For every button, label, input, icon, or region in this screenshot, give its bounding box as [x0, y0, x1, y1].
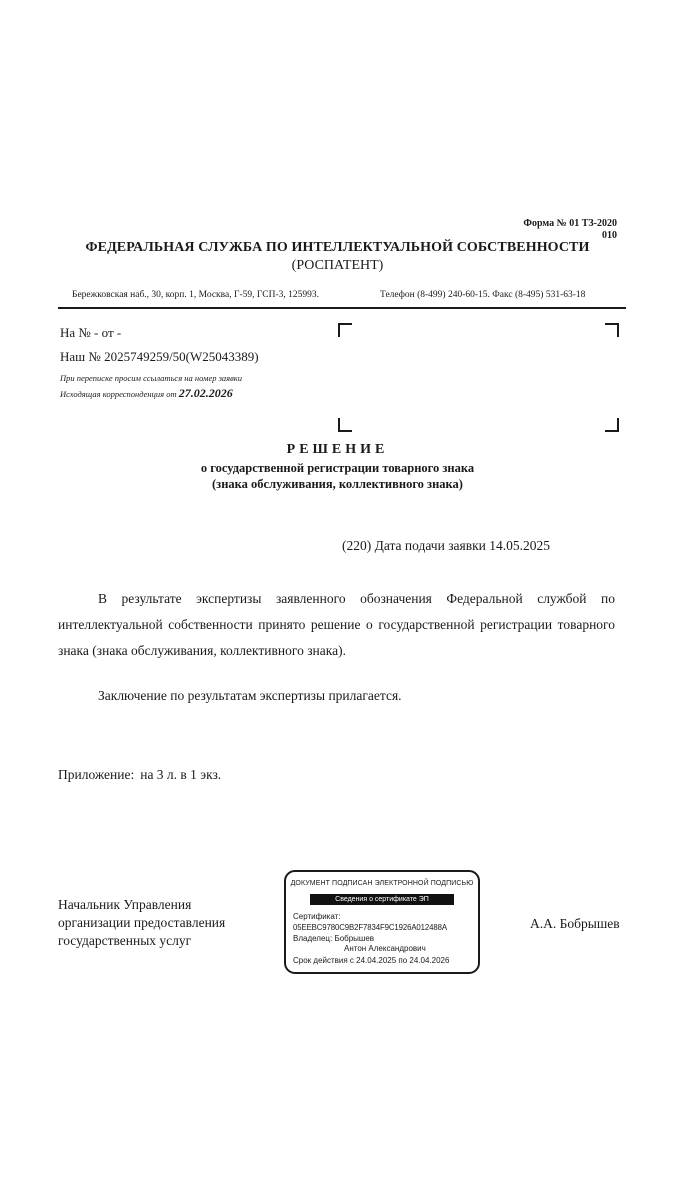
e-signature-stamp — [284, 870, 480, 974]
outgoing-correspondence — [60, 386, 233, 401]
signer-position-line: государственных услуг — [58, 933, 192, 948]
stamp-owner-name: Антон Александрович — [344, 944, 426, 953]
our-reference: Наш № 2025749259/50(W25043389) — [60, 349, 259, 364]
signer-position-line: Начальник Управления — [58, 897, 192, 912]
correspondence-note: При переписке просим ссылаться на номер заявки — [60, 373, 243, 383]
filing-date: (220) Дата подачи заявки 14.05.2025 — [342, 538, 551, 553]
stamp-cert-label: Сертификат: — [293, 912, 341, 921]
decision-subtitle: о государственной регистрации товарного знака — [200, 461, 475, 475]
stamp-heading: ДОКУМЕНТ ПОДПИСАН ЭЛЕКТРОННОЙ ПОДПИСЬЮ — [290, 880, 474, 887]
header-divider — [58, 307, 626, 309]
address-corner-mark — [338, 418, 352, 432]
outgoing-date: 27.02.2026 — [178, 386, 233, 400]
stamp-certificate-bar: Сведения о сертификате ЭП — [310, 894, 454, 905]
attachment-line — [58, 767, 221, 783]
stamp-cert-value: 05EEBC9780C9B2F7834F9C1926A012488A — [293, 923, 447, 932]
form-number-block — [505, 218, 617, 242]
address-corner-mark — [338, 323, 352, 337]
decision-title: РЕШЕНИЕ — [286, 442, 389, 457]
org-phone-fax: Телефон (8-499) 240-60-15. Факс (8-495) 531-63-18 — [380, 290, 586, 300]
form-code: 010 — [602, 230, 617, 241]
org-address: Бережковская наб., 30, корп. 1, Москва, Г-59, ГСП-3, 125993. — [72, 290, 320, 300]
outgoing-label: Исходящая корреспонденция от — [60, 389, 177, 399]
signer-name: А.А. Бобрышев — [530, 916, 620, 931]
address-corner-mark — [605, 323, 619, 337]
stamp-validity: Срок действия с 24.04.2025 по 24.04.2026 — [293, 956, 450, 965]
decision-subtitle-2: (знака обслуживания, коллективного знака) — [212, 477, 463, 491]
signer-position-line: организации предоставления — [58, 915, 226, 930]
decision-body: В результате экспертизы заявленного обозначения Федеральной службой по интеллектуальной собственности принято решение о государственной регистрации товарного знака (знака обслуживания, коллективного знака). — [58, 591, 615, 658]
incoming-reference: На № - от - — [60, 325, 122, 340]
conclusion-note: Заключение по результатам экспертизы прилагается. — [98, 688, 402, 703]
form-number: Форма № 01 ТЗ-2020 — [523, 218, 617, 229]
signer-position — [58, 896, 225, 950]
stamp-owner: Владелец: Бобрышев — [293, 934, 375, 943]
attachment-value: на 3 л. в 1 экз. — [140, 767, 222, 782]
attachment-label: Приложение: — [58, 767, 135, 782]
address-corner-mark — [605, 418, 619, 432]
org-short-name: (РОСПАТЕНТ) — [291, 258, 384, 273]
org-name: ФЕДЕРАЛЬНАЯ СЛУЖБА ПО ИНТЕЛЛЕКТУАЛЬНОЙ СОБСТВЕННОСТИ — [85, 240, 590, 255]
